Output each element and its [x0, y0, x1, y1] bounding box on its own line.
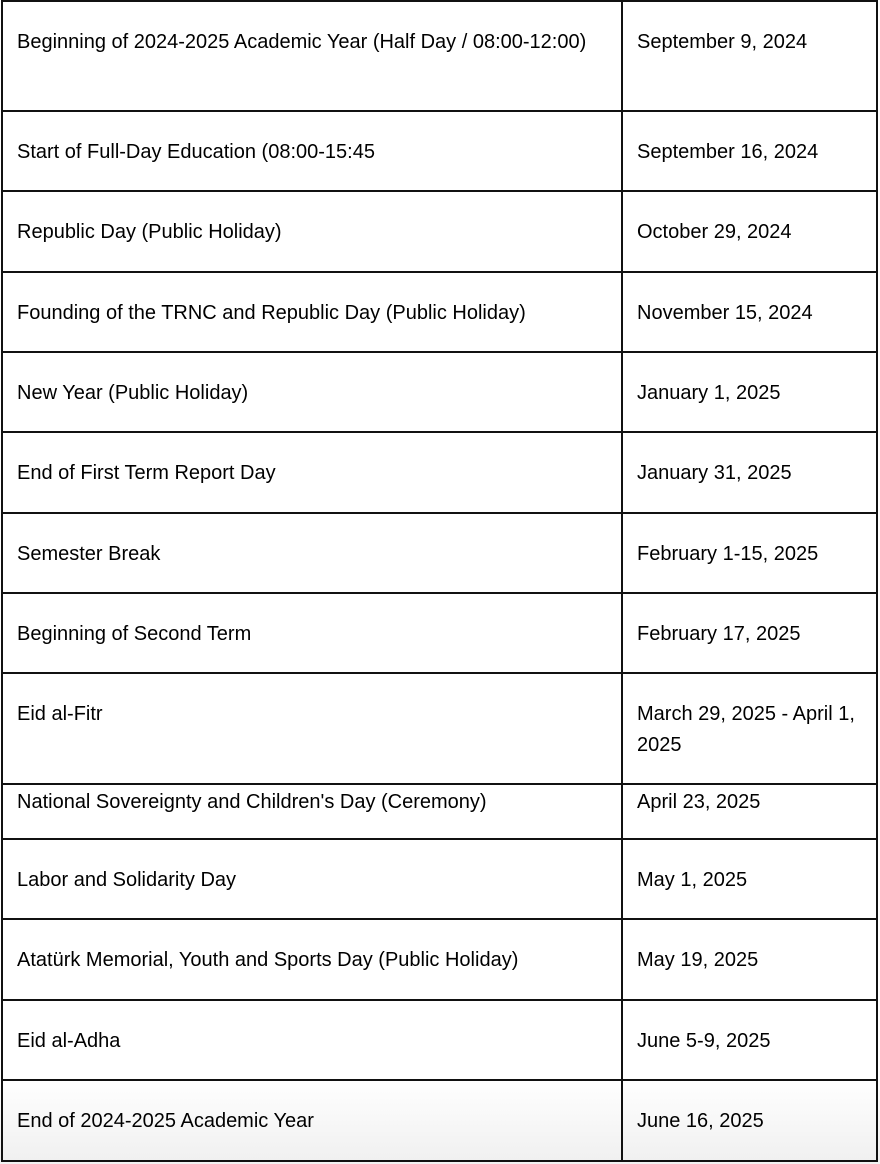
event-cell: Beginning of Second Term — [2, 593, 622, 673]
table-row — [2, 111, 877, 191]
table-row — [2, 839, 877, 919]
table-row — [2, 352, 877, 432]
event-cell: National Sovereignty and Children's Day (Ceremony) — [2, 784, 622, 839]
table-row — [2, 784, 877, 839]
date-cell: September 9, 2024 — [622, 1, 877, 111]
table-row — [2, 272, 877, 352]
table-row — [2, 432, 877, 513]
table-row — [2, 191, 877, 272]
event-cell: Start of Full-Day Education (08:00-15:45 — [2, 111, 622, 191]
date-cell: September 16, 2024 — [622, 111, 877, 191]
date-cell: June 16, 2025 — [622, 1080, 877, 1161]
date-cell: February 17, 2025 — [622, 593, 877, 673]
date-cell: April 23, 2025 — [622, 784, 877, 839]
event-cell: Semester Break — [2, 513, 622, 593]
event-cell: End of 2024-2025 Academic Year — [2, 1080, 622, 1161]
table-row — [2, 1000, 877, 1080]
event-cell: End of First Term Report Day — [2, 432, 622, 513]
event-cell: Eid al-Adha — [2, 1000, 622, 1080]
date-cell: June 5-9, 2025 — [622, 1000, 877, 1080]
date-cell: January 31, 2025 — [622, 432, 877, 513]
event-cell: Republic Day (Public Holiday) — [2, 191, 622, 272]
date-cell: March 29, 2025 - April 1, 2025 — [622, 673, 877, 784]
table-row — [2, 593, 877, 673]
academic-calendar-table — [1, 0, 878, 1162]
event-cell: New Year (Public Holiday) — [2, 352, 622, 432]
date-cell: May 19, 2025 — [622, 919, 877, 1000]
date-cell: February 1-15, 2025 — [622, 513, 877, 593]
date-cell: October 29, 2024 — [622, 191, 877, 272]
table-row — [2, 673, 877, 784]
table-row — [2, 1080, 877, 1161]
event-cell: Founding of the TRNC and Republic Day (Public Holiday) — [2, 272, 622, 352]
table-row — [2, 1, 877, 111]
event-cell: Atatürk Memorial, Youth and Sports Day (Public Holiday) — [2, 919, 622, 1000]
date-cell: January 1, 2025 — [622, 352, 877, 432]
event-cell: Beginning of 2024-2025 Academic Year (Half Day / 08:00-12:00) — [2, 1, 622, 111]
table-row — [2, 919, 877, 1000]
date-cell: November 15, 2024 — [622, 272, 877, 352]
event-cell: Labor and Solidarity Day — [2, 839, 622, 919]
date-cell: May 1, 2025 — [622, 839, 877, 919]
table-row — [2, 513, 877, 593]
event-cell: Eid al-Fitr — [2, 673, 622, 784]
